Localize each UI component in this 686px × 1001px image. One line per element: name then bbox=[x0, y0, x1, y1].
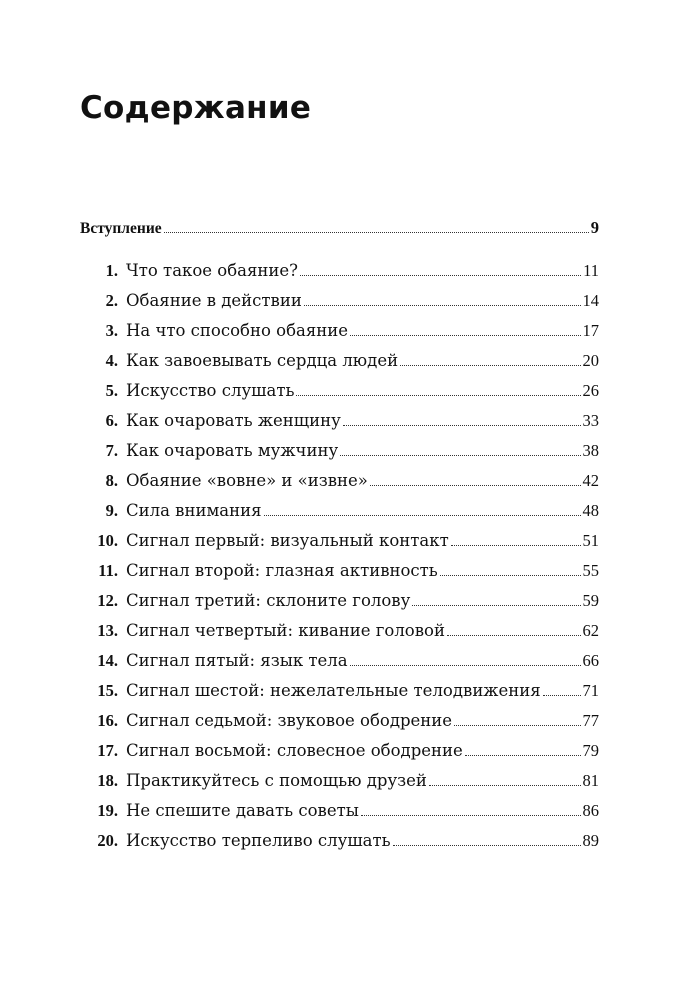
dot-leader bbox=[400, 365, 580, 366]
toc-entry-page: 79 bbox=[582, 741, 599, 760]
toc-entry-page: 33 bbox=[582, 411, 599, 430]
toc-entry[interactable] bbox=[80, 500, 599, 530]
toc-entry-number: 15. bbox=[97, 681, 118, 700]
toc-entry-number: 14. bbox=[97, 651, 118, 670]
toc-entry-number: 7. bbox=[105, 441, 118, 460]
toc-entry-title: Сигнал четвертый: кивание головой bbox=[126, 621, 445, 640]
toc-entry-title: Практикуйтесь с помощью друзей bbox=[126, 771, 427, 790]
toc-entry-number: 20. bbox=[97, 831, 118, 850]
dot-leader bbox=[300, 275, 581, 276]
toc-entry-page: 42 bbox=[582, 471, 599, 490]
toc-entry-page: 26 bbox=[582, 381, 599, 400]
toc-entry-number: 2. bbox=[105, 291, 118, 310]
toc-entry[interactable] bbox=[80, 650, 599, 680]
toc-entry[interactable] bbox=[80, 440, 599, 470]
dot-leader bbox=[543, 695, 581, 696]
toc-entry-title: Обаяние «вовне» и «извне» bbox=[126, 471, 368, 490]
toc-entry-page: 48 bbox=[582, 501, 599, 520]
toc-entry-title: Как очаровать женщину bbox=[126, 411, 341, 430]
dot-leader bbox=[440, 575, 581, 576]
toc-entry-title: Обаяние в действии bbox=[126, 291, 302, 310]
dot-leader bbox=[412, 605, 580, 606]
dot-leader bbox=[343, 425, 581, 426]
toc-entry-page: 89 bbox=[582, 831, 599, 850]
toc-entry-title: Что такое обаяние? bbox=[126, 261, 299, 280]
toc-entry-number: 11. bbox=[98, 561, 118, 580]
toc-entry-number: 8. bbox=[105, 471, 118, 490]
toc-entry-number: 10. bbox=[97, 531, 118, 550]
toc-entry-page: 17 bbox=[582, 321, 599, 340]
toc-entry-title: Сигнал первый: визуальный контакт bbox=[126, 531, 449, 550]
toc-entry-title: На что способно обаяние bbox=[126, 321, 349, 340]
toc-entry-page: 66 bbox=[582, 651, 599, 670]
dot-leader bbox=[296, 395, 580, 396]
page-title: Содержание bbox=[80, 90, 312, 126]
toc-entry-number: 17. bbox=[97, 741, 118, 760]
toc-entry-title: Искусство терпеливо слушать bbox=[126, 831, 391, 850]
toc-entry[interactable] bbox=[80, 530, 599, 560]
toc-entry[interactable] bbox=[80, 770, 599, 800]
toc-entry-title: Сигнал пятый: язык тела bbox=[126, 651, 348, 670]
dot-leader bbox=[451, 545, 581, 546]
toc-entry[interactable] bbox=[80, 830, 599, 860]
toc-entry-title: Сигнал третий: склоните голову bbox=[126, 591, 411, 610]
dot-leader bbox=[264, 515, 581, 516]
toc-entry-page: 38 bbox=[582, 441, 599, 460]
dot-leader bbox=[350, 335, 580, 336]
toc-entry-title: Сигнал шестой: нежелательные телодвижения bbox=[126, 681, 541, 700]
dot-leader bbox=[164, 232, 589, 233]
toc-entry-title: Сигнал седьмой: звуковое ободрение bbox=[126, 711, 453, 730]
toc-entry[interactable] bbox=[80, 800, 599, 830]
toc-entry[interactable] bbox=[80, 590, 599, 620]
toc-entry[interactable] bbox=[80, 260, 599, 290]
toc-entry-page: 14 bbox=[582, 291, 599, 310]
dot-leader bbox=[304, 305, 581, 306]
dot-leader bbox=[454, 725, 580, 726]
toc-entry-number: 1. bbox=[105, 261, 118, 280]
toc-entry-title: Сила внимания bbox=[126, 501, 262, 520]
toc-entry-number: 19. bbox=[97, 801, 118, 820]
dot-leader bbox=[361, 815, 581, 816]
toc-entry-number: 16. bbox=[97, 711, 118, 730]
dot-leader bbox=[429, 785, 581, 786]
toc-entry-title: Искусство слушать bbox=[126, 381, 295, 400]
toc-entry-page: 51 bbox=[582, 531, 599, 550]
toc-entry-title: Как завоевывать сердца людей bbox=[126, 351, 399, 370]
toc-entry[interactable] bbox=[80, 560, 599, 590]
toc-entry-page: 81 bbox=[582, 771, 599, 790]
dot-leader bbox=[350, 665, 581, 666]
toc-entry-page: 62 bbox=[582, 621, 599, 640]
dot-leader bbox=[393, 845, 581, 846]
toc-entry-number: 12. bbox=[97, 591, 118, 610]
dot-leader bbox=[465, 755, 581, 756]
dot-leader bbox=[370, 485, 581, 486]
toc-entry-page: 77 bbox=[582, 711, 599, 730]
toc-entry[interactable] bbox=[80, 470, 599, 500]
toc-entry-number: 18. bbox=[97, 771, 118, 790]
toc-entry-number: 5. bbox=[105, 381, 118, 400]
toc-entry-page: 59 bbox=[582, 591, 599, 610]
toc-entry[interactable] bbox=[80, 410, 599, 440]
toc-entry-title: Как очаровать мужчину bbox=[126, 441, 339, 460]
toc-entry-number: 6. bbox=[105, 411, 118, 430]
toc-entry-title: Сигнал восьмой: словесное ободрение bbox=[126, 741, 463, 760]
toc-entry-number: 4. bbox=[105, 351, 118, 370]
toc-entry-intro[interactable] bbox=[80, 217, 599, 247]
toc-entry-number: 9. bbox=[105, 501, 118, 520]
dot-leader bbox=[340, 455, 580, 456]
toc-entry-number: 3. bbox=[105, 321, 118, 340]
toc-entry[interactable] bbox=[80, 740, 599, 770]
toc-entry-page: 20 bbox=[582, 351, 599, 370]
toc-entry-title: Не спешите давать советы bbox=[126, 801, 359, 820]
toc-entry-page: 55 bbox=[582, 561, 599, 580]
toc-entry[interactable] bbox=[80, 320, 599, 350]
table-of-contents bbox=[80, 217, 599, 860]
toc-entry-page: 11 bbox=[583, 261, 599, 280]
toc-entry[interactable] bbox=[80, 710, 599, 740]
toc-entry[interactable] bbox=[80, 620, 599, 650]
dot-leader bbox=[447, 635, 581, 636]
toc-entry[interactable] bbox=[80, 380, 599, 410]
toc-entry-page: 71 bbox=[582, 681, 599, 700]
toc-entry[interactable] bbox=[80, 680, 599, 710]
toc-entry-page: 86 bbox=[582, 801, 599, 820]
toc-entry-page: 9 bbox=[590, 218, 599, 237]
toc-chapter-list bbox=[80, 260, 599, 860]
toc-entry[interactable] bbox=[80, 350, 599, 380]
toc-entry-number: 13. bbox=[97, 621, 118, 640]
toc-entry-title: Вступление bbox=[80, 220, 162, 237]
toc-entry[interactable] bbox=[80, 290, 599, 320]
toc-entry-title: Сигнал второй: глазная активность bbox=[126, 561, 438, 580]
